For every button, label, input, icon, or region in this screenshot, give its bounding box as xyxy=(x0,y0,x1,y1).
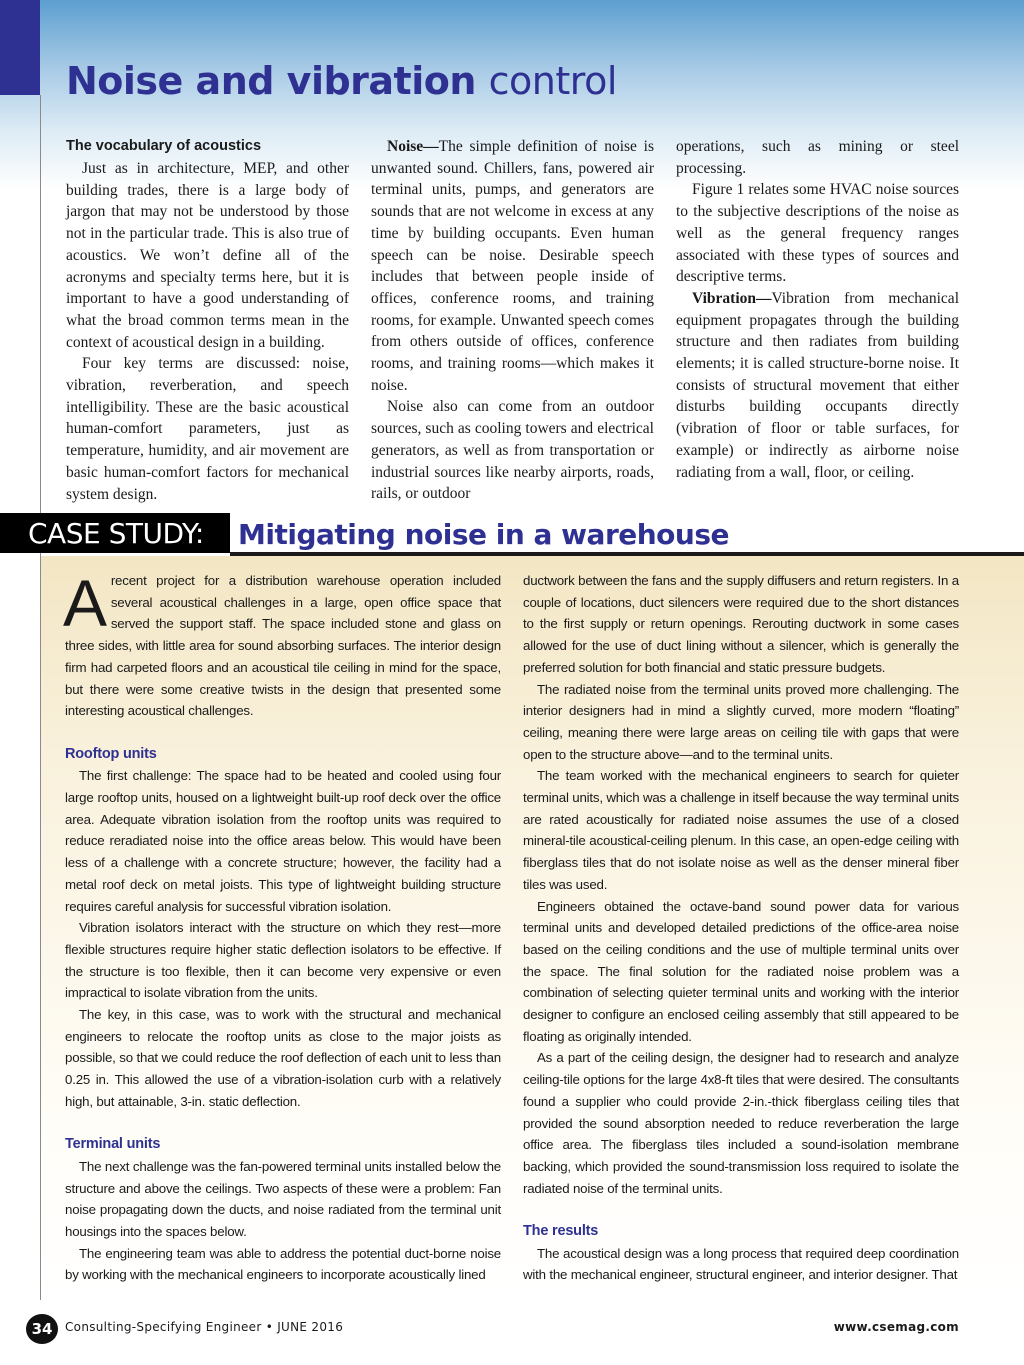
paragraph: Figure 1 relates some HVAC noise sources to the subjective descriptions of the noise as well as the general frequency ranges associated with these types of sources and descriptive terms. xyxy=(676,181,959,286)
paragraph: Noise also can come from an outdoor sources, such as cooling towers and electrical generators, as well as from transportation or industrial sources like nearby airports, roads, rails, or outdoor xyxy=(371,398,654,503)
article-column-3 xyxy=(676,136,959,483)
paragraph: operations, such as mining or steel processing. xyxy=(676,138,959,177)
paragraph: The acoustical design was a long process that required deep coordination with the mechanical engineer, structural engineer, and interior designer. That xyxy=(523,1245,959,1283)
paragraph: The engineering team was able to address the potential duct-borne noise by working with the mechanical engineers to incorporate acoustically lined xyxy=(65,1245,501,1283)
rooftop-units-heading: Rooftop units xyxy=(65,745,157,762)
article-column-1 xyxy=(66,136,349,505)
paragraph: Vibration isolators interact with the structure on which they rest—more flexible structures require higher static deflection isolators to be effective. If the structure is too flexible, then it can become very expensive or even impractical to isolate vibration from the units. xyxy=(65,920,501,1001)
paragraph: The radiated noise from the terminal units proved more challenging. The interior designers had in mind a slightly curved, more modern “floating” ceiling, meaning there were large areas on ceiling tile with gaps that were open to the structure above—and to the terminal units. xyxy=(523,681,959,762)
term-noise: Noise— xyxy=(387,138,439,155)
vocabulary-heading: The vocabulary of acoustics xyxy=(66,138,262,154)
page-number-badge: 34 xyxy=(26,1314,58,1344)
article-title xyxy=(66,56,617,106)
paragraph: The first challenge: The space had to be heated and cooled using four large rooftop units, housed on a lightweight built-up roof deck over the office area. Adequate vibration isolation from the rooftop units was required to reduce reradiated noise into the office areas below. This would have been less of a challenge with a concrete structure; however, the facility had a metal roof deck on metal joists. This type of lightweight building structure requires careful analysis for successful vibration isolation. xyxy=(65,768,501,914)
case-study-label: CASE STUDY: xyxy=(0,513,230,553)
spacer xyxy=(65,1113,501,1135)
article-title-light: control xyxy=(488,59,617,103)
term-vibration: Vibration— xyxy=(692,289,772,307)
terminal-units-heading: Terminal units xyxy=(65,1136,161,1153)
paragraph-vibration xyxy=(676,288,959,483)
case-study-column-2 xyxy=(523,570,959,1286)
article-column-2 xyxy=(371,136,654,505)
paragraph: Just as in architecture, MEP, and other building trades, there is a large body of jargon that may not be understood by those not in the particular trade. This is also true of acoustics. We won’t define all of the acronyms and specialty terms here, but it is important to have a good understanding of what the broad common terms mean in the context of acoustical design in a building. xyxy=(66,160,349,351)
case-study-title: Mitigating noise in a warehouse xyxy=(238,518,730,551)
paragraph: As a part of the ceiling design, the designer had to research and analyze ceiling-tile options for the large 4x8-ft tiles that were desired. The consultants found a supplier who could provide 2-in.-thick fiberglass ceiling tiles that provided the sound absorption needed to reduce reverberation the large office area. The fiberglass tiles included a sound-isolation membrane backing, which provided the sound-transmission loss required to isolate the radiated noise of the terminal units. xyxy=(523,1050,959,1196)
paragraph: The next challenge was the fan-powered terminal units installed below the structure and above the ceilings. Two aspects of these were a problem: Fan noise propagating down the ducts, and noise radiated from the terminal unit housings into the spaces below. xyxy=(65,1158,501,1240)
paragraph: The team worked with the mechanical engineers to search for quieter terminal units, which was a challenge in itself because the way terminal units are rated acoustically for radiated noise assumes the use of a closed mineral-tile acoustical-ceiling plenum. In this case, an open-edge ceiling with fiberglass tiles that do not isolate noise as well as the denser mineral fiber tiles was used. xyxy=(523,768,959,892)
intro-text: recent project for a distribution warehouse operation included several acoustical challenges in a large, open office space that served the support staff. The space included stone and glass on three sides, with little area for sound absorbing surfaces. The interior design firm had carpeted floors and an acoustical tile ceiling in mind for the space, but there were some creative twists in the design that presented some interesting acoustical challenges. xyxy=(65,573,501,719)
spacer xyxy=(65,722,501,744)
website-link[interactable]: www.csemag.com xyxy=(833,1320,959,1334)
paragraph: Four key terms are discussed: noise, vibration, reverberation, and speech intelligibility. These are the basic acoustical human-comfort parameters, just as temperature, humidity, and air movement are basic human-comfort factors for mechanical system design. xyxy=(66,355,349,503)
paragraph-text: Vibration from mechanical equipment propagates through the building structure and then radiates from building elements; it is called structure-borne noise. It consists of structural movement that either disturbs building occupants directly (vibration of floor or table surfaces, for example) or indirectly as airborne noise radiating from a wall, floor, or ceiling. xyxy=(676,289,959,481)
article-title-bold: Noise and vibration xyxy=(66,59,476,103)
left-accent-block xyxy=(0,0,40,95)
paragraph: ductwork between the fans and the supply diffusers and return registers. In a couple of locations, duct silencers were required due to the short distances to the first supply or return openings. Rerouting ductwork in some cases allowed for the use of duct lining without a silencer, which is generally the preferred solution for both financial and static pressure budgets. xyxy=(523,573,959,675)
paragraph: The key, in this case, was to work with the structural and mechanical engineers to relocate the rooftop units as close to the major joists as possible, so that we could reduce the roof deflection of each unit to less than 0.25 in. This allowed the use of a vibration-isolation curb with a relatively high, but attainable, 3-in. static deflection. xyxy=(65,1007,501,1109)
case-study-column-1 xyxy=(63,566,501,1286)
publication-info: Consulting-Specifying Engineer • JUNE 2016 xyxy=(65,1320,344,1334)
paragraph-noise xyxy=(371,136,654,396)
paragraph: Engineers obtained the octave-band sound power data for various terminal units and developed detailed predictions of the office-area noise based on the ceiling conditions and the use of multiple terminal units over the space. The final solution for the radiated noise problem was a combination of selecting quieter terminal units and working with the interior designer to configure an enclosed ceiling assembly that still appeared to be floating as originally intended. xyxy=(523,898,959,1044)
paragraph-text: The simple definition of noise is unwanted sound. Chillers, fans, powered air terminal units, pumps, and generators are sounds that are not welcome in excess at any time by building occupants. Even human speech can be noise. Desirable speech includes that between people inside of offices, conference rooms, and training rooms, for example. Unwanted speech comes from others outside of offices, conference rooms, and training rooms—which makes it noise. xyxy=(371,138,654,394)
spacer xyxy=(523,1199,959,1221)
results-heading: The results xyxy=(523,1223,599,1240)
intro-paragraph xyxy=(63,566,501,722)
drop-cap: A xyxy=(63,566,107,640)
